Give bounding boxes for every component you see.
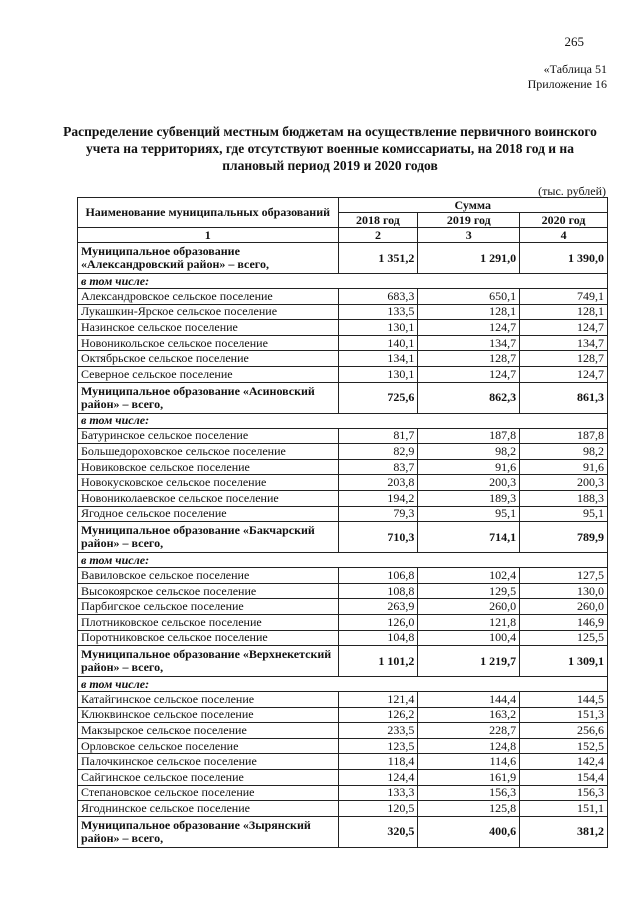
settlement-row bbox=[78, 801, 608, 817]
value-2019: 124,7 bbox=[418, 320, 520, 336]
value-2020: 144,5 bbox=[520, 692, 608, 708]
value-2020: 91,6 bbox=[520, 459, 608, 475]
settlement-row bbox=[78, 475, 608, 491]
row-name: Новокусковское сельское поселение bbox=[78, 475, 339, 491]
row-name: Муниципальное образование «Бакчарский район» – всего, bbox=[78, 522, 339, 553]
value-2019: 91,6 bbox=[418, 459, 520, 475]
value-2018: 133,5 bbox=[338, 304, 418, 320]
settlement-row bbox=[78, 320, 608, 336]
subheading-row bbox=[78, 413, 608, 428]
settlement-row bbox=[78, 583, 608, 599]
value-2020: 789,9 bbox=[520, 522, 608, 553]
value-2020: 128,1 bbox=[520, 304, 608, 320]
value-2020: 124,7 bbox=[520, 366, 608, 382]
value-2019: 862,3 bbox=[418, 382, 520, 413]
row-name: Вавиловское сельское поселение bbox=[78, 568, 339, 584]
value-2020: 256,6 bbox=[520, 723, 608, 739]
value-2018: 683,3 bbox=[338, 289, 418, 305]
row-name: Батуринское сельское поселение bbox=[78, 428, 339, 444]
district-total-row bbox=[78, 243, 608, 274]
row-name: Лукашкин-Ярское сельское поселение bbox=[78, 304, 339, 320]
value-2020: 187,8 bbox=[520, 428, 608, 444]
value-2019: 163,2 bbox=[418, 707, 520, 723]
value-2020: 188,3 bbox=[520, 490, 608, 506]
row-name: Северное сельское поселение bbox=[78, 366, 339, 382]
value-2018: 126,2 bbox=[338, 707, 418, 723]
row-name: Плотниковское сельское поселение bbox=[78, 614, 339, 630]
row-name: Назинское сельское поселение bbox=[78, 320, 339, 336]
row-name: Поротниковское сельское поселение bbox=[78, 630, 339, 646]
subheading-row bbox=[78, 677, 608, 692]
value-2018: 83,7 bbox=[338, 459, 418, 475]
appendix-number: Приложение 16 bbox=[527, 77, 607, 91]
row-name: Муниципальное образование «Зырянский район» – всего, bbox=[78, 816, 339, 847]
settlement-row bbox=[78, 723, 608, 739]
settlement-row bbox=[78, 444, 608, 460]
value-2020: 151,3 bbox=[520, 707, 608, 723]
value-2020: 381,2 bbox=[520, 816, 608, 847]
value-2018: 130,1 bbox=[338, 320, 418, 336]
value-2018: 120,5 bbox=[338, 801, 418, 817]
col-number: 2 bbox=[338, 228, 418, 243]
value-2018: 108,8 bbox=[338, 583, 418, 599]
col-number: 3 bbox=[418, 228, 520, 243]
value-2020: 98,2 bbox=[520, 444, 608, 460]
settlement-row bbox=[78, 366, 608, 382]
row-name: Октябрьское сельское поселение bbox=[78, 351, 339, 367]
value-2018: 79,3 bbox=[338, 506, 418, 522]
row-name: Большедороховское сельское поселение bbox=[78, 444, 339, 460]
value-2018: 1 351,2 bbox=[338, 243, 418, 274]
row-name: в том числе: bbox=[78, 274, 608, 289]
row-name: Парбигское сельское поселение bbox=[78, 599, 339, 615]
value-2018: 118,4 bbox=[338, 754, 418, 770]
settlement-row bbox=[78, 568, 608, 584]
value-2019: 161,9 bbox=[418, 770, 520, 786]
row-name: Палочкинское сельское поселение bbox=[78, 754, 339, 770]
value-2018: 710,3 bbox=[338, 522, 418, 553]
value-2018: 121,4 bbox=[338, 692, 418, 708]
value-2019: 98,2 bbox=[418, 444, 520, 460]
settlement-row bbox=[78, 351, 608, 367]
district-total-row bbox=[78, 522, 608, 553]
value-2020: 151,1 bbox=[520, 801, 608, 817]
table-reference bbox=[528, 62, 607, 92]
value-2019: 144,4 bbox=[418, 692, 520, 708]
header-year-2018: 2018 год bbox=[338, 213, 418, 228]
table-body bbox=[78, 243, 608, 848]
settlement-row bbox=[78, 599, 608, 615]
value-2020: 1 390,0 bbox=[520, 243, 608, 274]
value-2020: 95,1 bbox=[520, 506, 608, 522]
value-2018: 1 101,2 bbox=[338, 646, 418, 677]
value-2018: 133,3 bbox=[338, 785, 418, 801]
value-2020: 128,7 bbox=[520, 351, 608, 367]
settlement-row bbox=[78, 692, 608, 708]
value-2019: 114,6 bbox=[418, 754, 520, 770]
value-2019: 156,3 bbox=[418, 785, 520, 801]
value-2018: 134,1 bbox=[338, 351, 418, 367]
value-2019: 125,8 bbox=[418, 801, 520, 817]
row-name: в том числе: bbox=[78, 413, 608, 428]
settlement-row bbox=[78, 707, 608, 723]
settlement-row bbox=[78, 738, 608, 754]
value-2018: 263,9 bbox=[338, 599, 418, 615]
settlement-row bbox=[78, 490, 608, 506]
value-2020: 130,0 bbox=[520, 583, 608, 599]
value-2019: 124,7 bbox=[418, 366, 520, 382]
row-name: Сайгинское сельское поселение bbox=[78, 770, 339, 786]
value-2018: 194,2 bbox=[338, 490, 418, 506]
settlement-row bbox=[78, 506, 608, 522]
value-2018: 320,5 bbox=[338, 816, 418, 847]
district-total-row bbox=[78, 816, 608, 847]
value-2020: 200,3 bbox=[520, 475, 608, 491]
value-2019: 189,3 bbox=[418, 490, 520, 506]
settlement-row bbox=[78, 428, 608, 444]
value-2018: 104,8 bbox=[338, 630, 418, 646]
value-2019: 95,1 bbox=[418, 506, 520, 522]
row-name: Новониколаевское сельское поселение bbox=[78, 490, 339, 506]
value-2019: 1 219,7 bbox=[418, 646, 520, 677]
settlement-row bbox=[78, 289, 608, 305]
row-name: Муниципальное образование «Верхнекетский район» – всего, bbox=[78, 646, 339, 677]
value-2020: 146,9 bbox=[520, 614, 608, 630]
header-year-2020: 2020 год bbox=[520, 213, 608, 228]
value-2020: 124,7 bbox=[520, 320, 608, 336]
settlement-row bbox=[78, 770, 608, 786]
table-number: «Таблица 51 bbox=[543, 62, 607, 76]
value-2018: 81,7 bbox=[338, 428, 418, 444]
settlement-row bbox=[78, 630, 608, 646]
value-2018: 725,6 bbox=[338, 382, 418, 413]
document-title: Распределение субвенций местным бюджетам на осуществление первичного воинского учета на территориях, где отсутствуют военные комиссариаты, на 2018 год и на плановый период 2019 и 2020 годов bbox=[63, 124, 597, 173]
header-name: Наименование муниципальных образований bbox=[78, 198, 339, 228]
value-2019: 1 291,0 bbox=[418, 243, 520, 274]
value-2019: 200,3 bbox=[418, 475, 520, 491]
value-2018: 123,5 bbox=[338, 738, 418, 754]
value-2019: 129,5 bbox=[418, 583, 520, 599]
value-2018: 106,8 bbox=[338, 568, 418, 584]
row-name: Катайгинское сельское поселение bbox=[78, 692, 339, 708]
col-number: 4 bbox=[520, 228, 608, 243]
value-2019: 102,4 bbox=[418, 568, 520, 584]
settlement-row bbox=[78, 459, 608, 475]
value-2018: 82,9 bbox=[338, 444, 418, 460]
value-2020: 142,4 bbox=[520, 754, 608, 770]
row-name: Новиковское сельское поселение bbox=[78, 459, 339, 475]
subheading-row bbox=[78, 274, 608, 289]
value-2019: 100,4 bbox=[418, 630, 520, 646]
col-number: 1 bbox=[78, 228, 339, 243]
row-name: Александровское сельское поселение bbox=[78, 289, 339, 305]
value-2019: 121,8 bbox=[418, 614, 520, 630]
settlement-row bbox=[78, 614, 608, 630]
settlement-row bbox=[78, 304, 608, 320]
value-2019: 134,7 bbox=[418, 335, 520, 351]
header-sum: Сумма bbox=[338, 198, 607, 213]
value-2019: 400,6 bbox=[418, 816, 520, 847]
row-name: Новоникольское сельское поселение bbox=[78, 335, 339, 351]
value-2020: 156,3 bbox=[520, 785, 608, 801]
value-2020: 127,5 bbox=[520, 568, 608, 584]
settlement-row bbox=[78, 335, 608, 351]
value-2020: 154,4 bbox=[520, 770, 608, 786]
subventions-table bbox=[77, 197, 608, 848]
row-name: Клюквинское сельское поселение bbox=[78, 707, 339, 723]
value-2018: 140,1 bbox=[338, 335, 418, 351]
row-name: Степановское сельское поселение bbox=[78, 785, 339, 801]
value-2019: 124,8 bbox=[418, 738, 520, 754]
value-2019: 128,7 bbox=[418, 351, 520, 367]
value-2019: 260,0 bbox=[418, 599, 520, 615]
value-2018: 124,4 bbox=[338, 770, 418, 786]
page-number: 265 bbox=[564, 34, 584, 49]
row-name: Муниципальное образование «Александровский район» – всего, bbox=[78, 243, 339, 274]
value-2019: 128,1 bbox=[418, 304, 520, 320]
district-total-row bbox=[78, 646, 608, 677]
value-2020: 152,5 bbox=[520, 738, 608, 754]
district-total-row bbox=[78, 382, 608, 413]
settlement-row bbox=[78, 785, 608, 801]
value-2020: 749,1 bbox=[520, 289, 608, 305]
value-2020: 125,5 bbox=[520, 630, 608, 646]
value-2019: 187,8 bbox=[418, 428, 520, 444]
units-label: (тыс. рублей) bbox=[538, 184, 606, 198]
row-name: Высокоярское сельское поселение bbox=[78, 583, 339, 599]
value-2020: 861,3 bbox=[520, 382, 608, 413]
row-name: Макзырское сельское поселение bbox=[78, 723, 339, 739]
subheading-row bbox=[78, 553, 608, 568]
header-year-2019: 2019 год bbox=[418, 213, 520, 228]
value-2020: 1 309,1 bbox=[520, 646, 608, 677]
row-name: в том числе: bbox=[78, 677, 608, 692]
value-2019: 714,1 bbox=[418, 522, 520, 553]
value-2019: 650,1 bbox=[418, 289, 520, 305]
row-name: Ягоднинское сельское поселение bbox=[78, 801, 339, 817]
row-name: Муниципальное образование «Асиновский район» – всего, bbox=[78, 382, 339, 413]
value-2018: 126,0 bbox=[338, 614, 418, 630]
value-2020: 134,7 bbox=[520, 335, 608, 351]
row-name: в том числе: bbox=[78, 553, 608, 568]
value-2018: 233,5 bbox=[338, 723, 418, 739]
value-2018: 130,1 bbox=[338, 366, 418, 382]
row-name: Орловское сельское поселение bbox=[78, 738, 339, 754]
value-2018: 203,8 bbox=[338, 475, 418, 491]
value-2020: 260,0 bbox=[520, 599, 608, 615]
value-2019: 228,7 bbox=[418, 723, 520, 739]
settlement-row bbox=[78, 754, 608, 770]
row-name: Ягодное сельское поселение bbox=[78, 506, 339, 522]
